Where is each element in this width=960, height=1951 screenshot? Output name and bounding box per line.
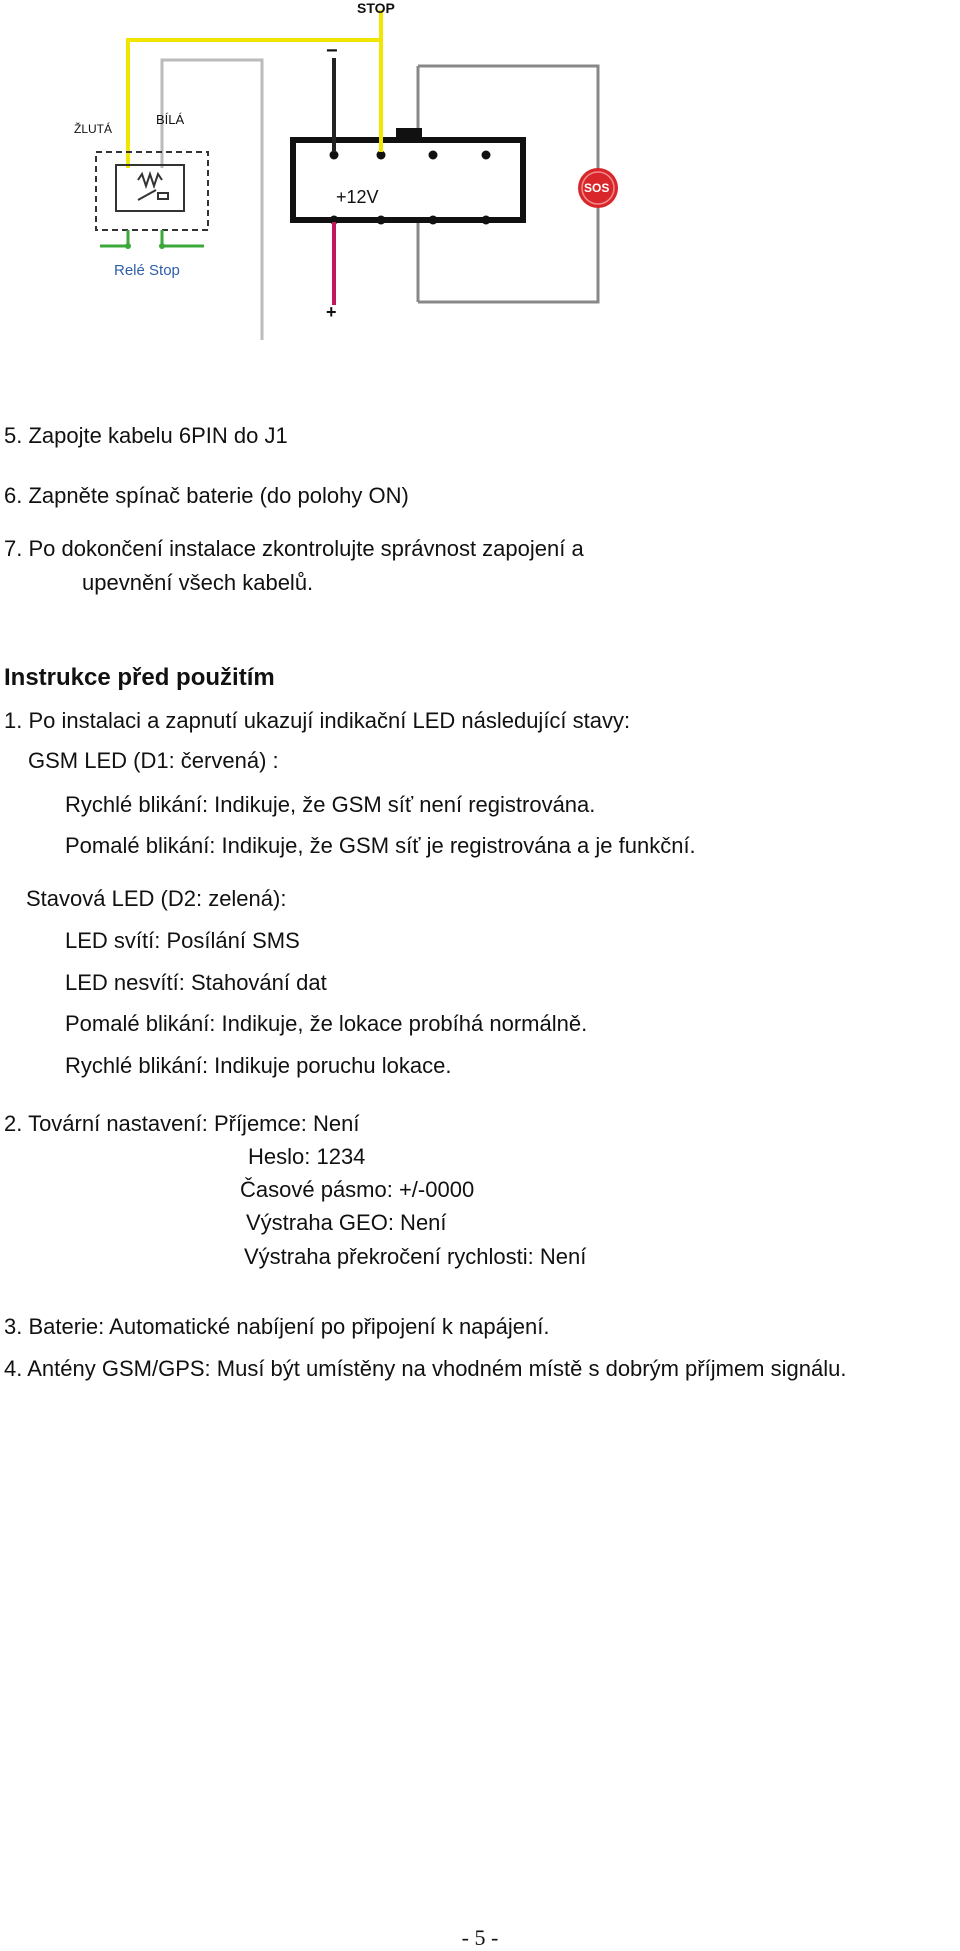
step-7-continued: upevnění všech kabelů. [82, 570, 314, 595]
factory-setting-line: Heslo: 1234 [248, 1144, 366, 1169]
status-led-line: LED nesvítí: Stahování dat [65, 970, 327, 995]
gsm-led-title: GSM LED (D1: červená) : [28, 748, 279, 773]
green-wire-right [162, 230, 204, 246]
factory-setting-line: Výstraha GEO: Není [246, 1210, 447, 1235]
relay-coil [138, 174, 162, 186]
plus-label: + [326, 302, 337, 322]
factory-settings-recipient: 2. Tovární nastavení: Příjemce: Není [4, 1111, 360, 1136]
wiring-diagram-drawing [0, 0, 960, 360]
factory-setting-line: Výstraha překročení rychlosti: Není [244, 1244, 587, 1269]
relay-switch [138, 190, 156, 200]
step-7: 7. Po dokončení instalace zkontrolujte správnost zapojení a [4, 536, 584, 561]
step-5: 5. Zapojte kabelu 6PIN do J1 [4, 423, 288, 448]
yellow-wire-label: ŽLUTÁ [74, 122, 113, 136]
sos-label: SOS [584, 181, 610, 195]
item-4-antennas: 4. Antény GSM/GPS: Musí být umístěny na vhodném místě s dobrým příjmem signálu. [4, 1356, 847, 1381]
section-title: Instrukce před použitím [4, 664, 275, 691]
step-6: 6. Zapněte spínač baterie (do polohy ON) [4, 483, 409, 508]
relay-caption: Relé Stop [114, 262, 180, 279]
stop-label: STOP [357, 0, 395, 16]
status-led-line: Rychlé blikání: Indikuje poruchu lokace. [65, 1053, 452, 1078]
minus-label: − [326, 40, 338, 62]
status-led-line: Pomalé blikání: Indikuje, že lokace probíhá normálně. [65, 1011, 588, 1036]
relay-outer-box [96, 152, 208, 230]
white-wire [162, 60, 262, 340]
item-3-battery: 3. Baterie: Automatické nabíjení po připojení k napájení. [4, 1314, 550, 1339]
gsm-led-line: Rychlé blikání: Indikuje, že GSM síť není registrována. [65, 792, 596, 817]
status-led-line: LED svítí: Posílání SMS [65, 928, 300, 953]
status-led-title: Stavová LED (D2: zelená): [26, 886, 287, 911]
green-wire-left [100, 230, 128, 246]
item-1-intro: 1. Po instalaci a zapnutí ukazují indikační LED následující stavy: [4, 708, 631, 733]
gsm-led-line: Pomalé blikání: Indikuje, že GSM síť je registrována a je funkční. [65, 833, 696, 858]
device-tab [396, 128, 422, 142]
wiring-diagram [0, 0, 960, 360]
white-wire-label: BÍLÁ [156, 112, 185, 127]
factory-setting-line: Časové pásmo: +/-0000 [240, 1177, 475, 1202]
page-number: - 5 - [461, 1925, 499, 1950]
plus12v-label: +12V [336, 187, 379, 207]
